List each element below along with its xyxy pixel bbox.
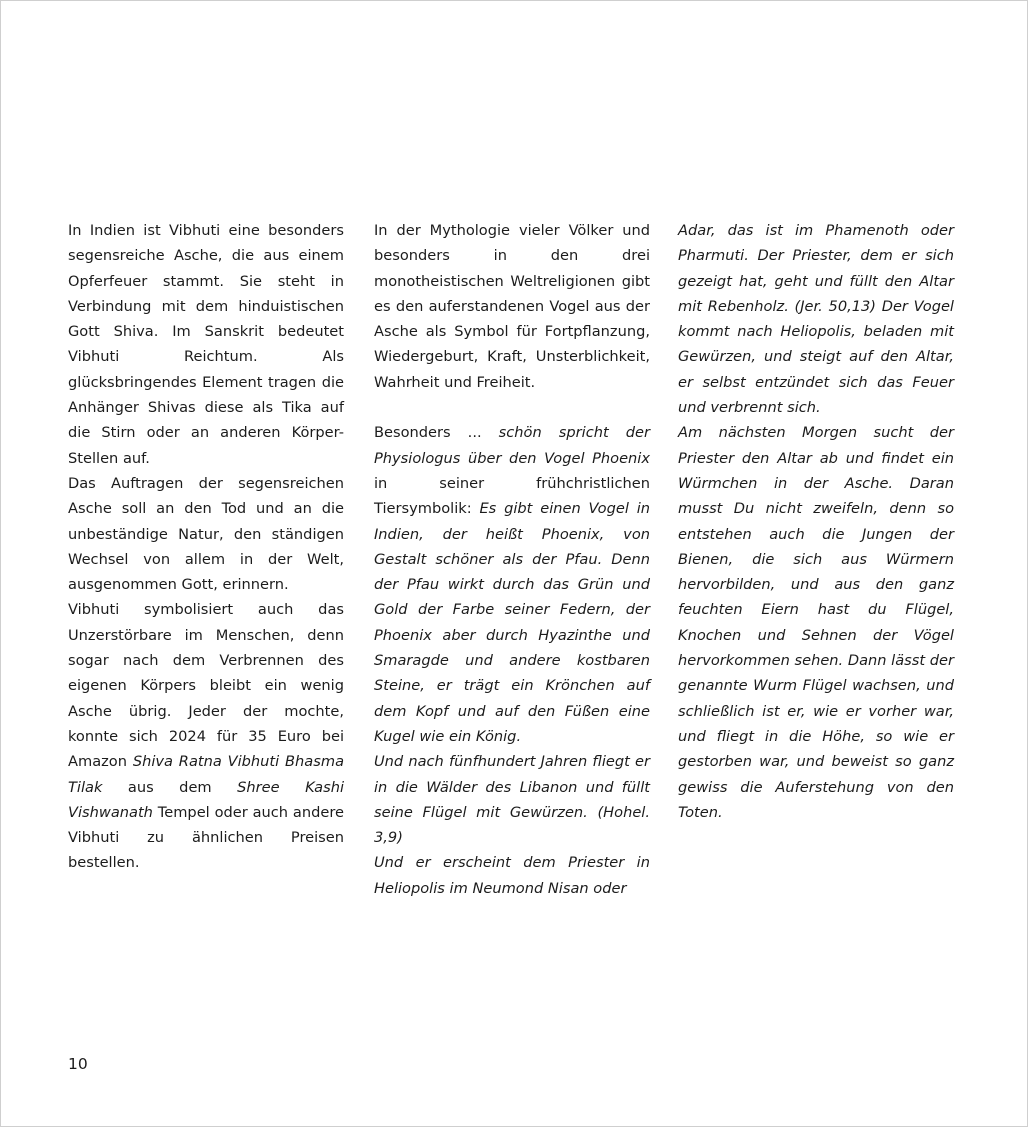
paragraph-indestructible xyxy=(68,597,344,875)
quote-lebanon: Und nach fünfhundert Jahren fliegt er in die Wälder des Libanon und füllt seine Flügel mit Gewürzen. (Hohel. 3,9) xyxy=(374,753,650,847)
text-run: in seiner frühchristlichen Tiersymbolik: xyxy=(374,474,650,518)
quote-heliopolis: Und er erscheint dem Priester in Heliopolis im Neumond Nisan oder xyxy=(374,854,650,897)
text-run: Tempel oder auch andere Vibhuti zu ähnlichen Preisen bestellen. xyxy=(68,803,344,872)
page-number: 10 xyxy=(68,1055,88,1073)
text-run: Besonders ... xyxy=(374,424,482,442)
text-run-italic: schön spricht der Physiologus über den Vogel Phoenix xyxy=(374,424,650,467)
product-name: Shiva Ratna Vibhuti Bhasma Tilak xyxy=(68,753,345,796)
quote-phoenix: Es gibt einen Vogel in Indien, der heißt Phoenix, von Gestalt schöner als der Pfau. Denn der Pfau wirkt durch das Grün und Gold der Farbe seiner Federn, der Phoenix aber durch Hyazinthe und Smaragde und andere kostbaren Steine, er trägt ein Krönchen auf dem Kopf und auf den Füßen eine Kugel wie ein König. xyxy=(374,500,651,745)
paragraph-mythology: In der Mythologie vieler Völker und besonders in den drei monotheistischen Weltreligionen gibt es den auferstandenen Vogel aus der Asche als Symbol für Fortpflanzung, Wiedergeburt, Kraft, Unsterblichkeit, Wahrheit und Freiheit. xyxy=(374,222,650,391)
text-run: aus dem xyxy=(127,778,212,796)
quote-altar: Adar, das ist im Phamenoth oder Pharmuti. Der Priester, dem er sich gezeigt hat, geht und füllt den Altar mit Rebenholz. (Jer. 50,13) Der Vogel kommt nach Heliopolis, beladen mit Gewürzen, und steigt auf den Altar, er selbst entzündet sich das Feuer und verbrennt sich. xyxy=(678,222,954,417)
paragraph-physiologus xyxy=(374,420,650,749)
text-run: Vibhuti symbolisiert auch das Unzerstörbare im Menschen, denn sogar nach dem Verbrennen des eigenen Körpers bleibt ein wenig Asche übrig. Jeder der mochte, konnte sich 2024 für 35 Euro bei Amazon xyxy=(68,601,344,771)
column-middle xyxy=(374,218,650,901)
column-left xyxy=(68,218,344,876)
quote-resurrection: Am nächsten Morgen sucht der Priester den Altar ab und findet ein Würmchen in der Asche. Daran musst Du nicht zweifeln, denn so entstehen auch die Jungen der Bienen, die sich aus Würmern hervorbilden, und aus den ganz feuchten Eiern hast du Flügel, Knochen und Sehnen der Vögel hervorkommen sehen. Dann lässt der genannte Wurm Flügel wachsen, und schließlich ist er, wie er vorher war, und fliegt in die Höhe, so wie er gestorben war, und beweist so ganz gewiss die Auferstehung von den Toten. xyxy=(678,424,954,821)
temple-name: Shree Kashi Vishwanath xyxy=(68,778,344,821)
paragraph-ash-meaning: Das Auftragen der segensreichen Asche soll an den Tod und an die unbeständige Natur, den ständigen Wechsel von allem in der Welt, ausgenommen Gott, erinnern. xyxy=(68,474,344,594)
column-right xyxy=(678,218,954,825)
paragraph-vibhuti-intro: In Indien ist Vibhuti eine besonders segensreiche Asche, die aus einem Opferfeuer stammt. Sie steht in Verbindung mit dem hinduistischen Gott Shiva. Im Sanskrit bedeutet Vibhuti Reichtum. Als glücksbringendes Element tragen die Anhänger Shivas diese als Tika auf die Stirn oder an anderen Körper-Stellen auf. xyxy=(68,222,344,467)
